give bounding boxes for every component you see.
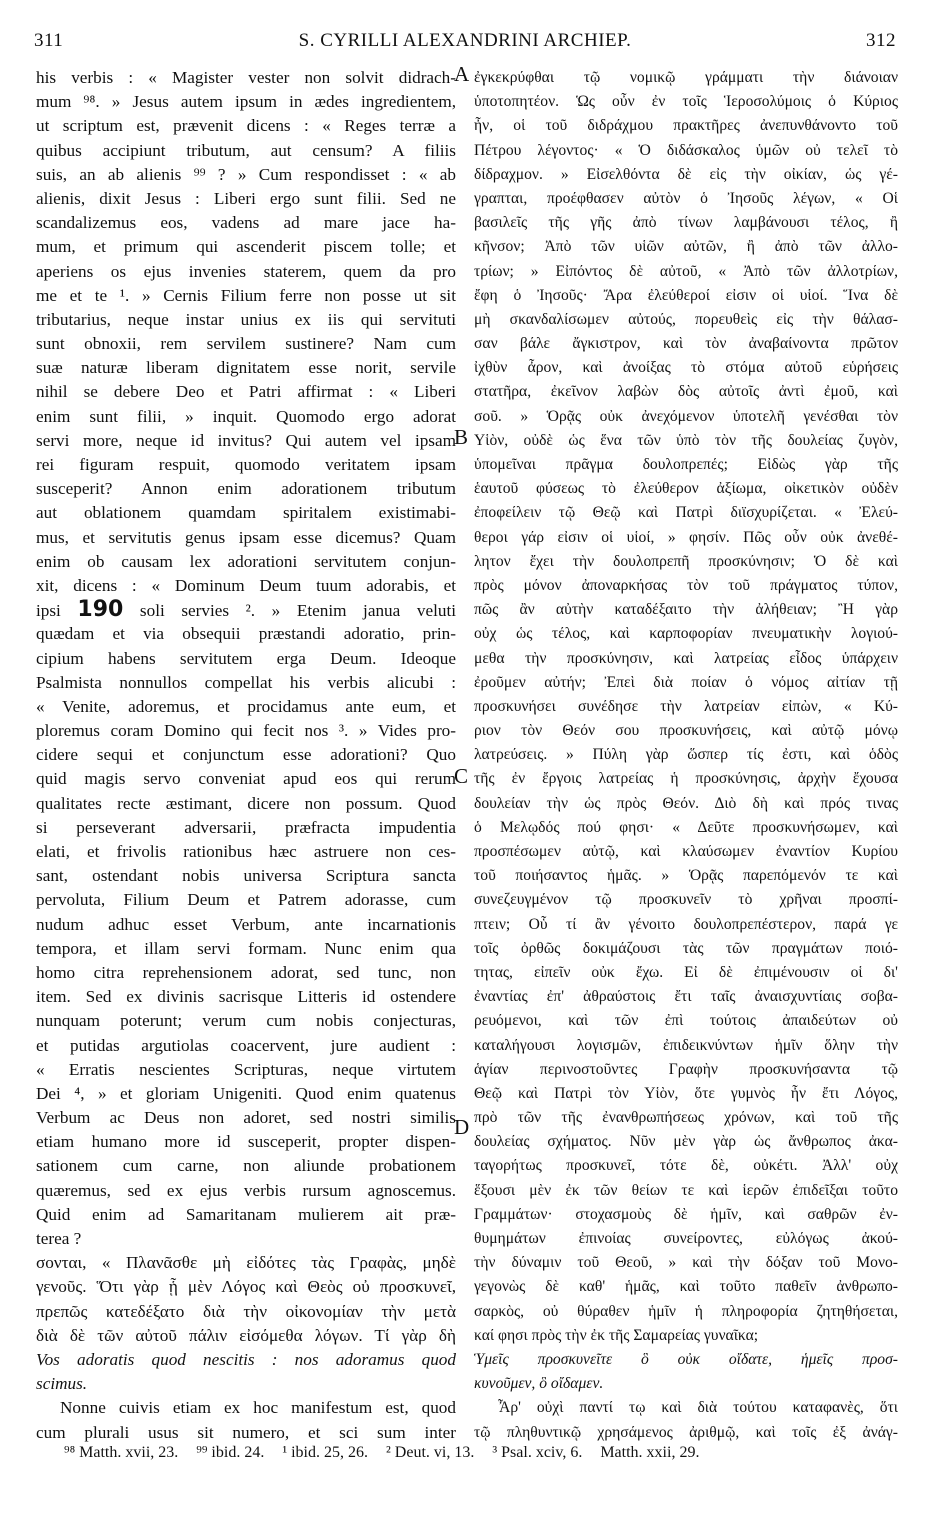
greek-text-line: δίδραχμον. » Εἰσελθόντα δὲ εἰς τὴν οἰκίαν, ὡς γέ- (474, 165, 898, 183)
latin-text-line: et putidas argutiolas coacervent, jure audient : (36, 1035, 456, 1055)
latin-text-line: servi more, neque id invitus? Qui autem vel ipsam (36, 430, 456, 450)
greek-text-line: ταγορήτως προσκυνεῖ, τότε δὲ, οὐκέτι. Ἀλλ' οὐχ (474, 1157, 898, 1175)
footnote: ³ Psal. xciv, 6. (492, 1444, 583, 1461)
latin-text-line: « Erratis nescientes Scripturas, neque virtutem (36, 1059, 456, 1079)
margin-letter-a: A (454, 62, 470, 86)
greek-text-line: σαν βάλε ἄγκιστρον, καὶ τὸν ἀναβαίνοντα πρῶτον (474, 335, 898, 353)
latin-text-line: nunquam poterunt; verum cum nobis conjecturas, (36, 1011, 456, 1031)
greek-text-line: δουλείαν τὴν ὡς πρὸς Θεόν. Διὸ δὴ καὶ πρός τινας (474, 794, 898, 812)
margin-letter-d: D (454, 1115, 470, 1139)
page-header (34, 30, 896, 56)
greek-text-line: πτειν; Οὗ τί ἂν γένοιτο δουλοπρεπέστερον, παρά γε (474, 915, 898, 933)
greek-text-line: μεθα τὴν προσκύνησιν, καὶ λατρείας εἶδος ὑπάρχειν (474, 649, 898, 667)
greek-text-line: καί φησι πρὸς τὴν ἐκ τῆς Σαμαρείας γυναῖκα; (474, 1326, 759, 1344)
greek-text-line: γεγονὼς δὲ καθ' ἡμᾶς, καὶ τοῦτο παθεῖν ἀνθρωπο- (474, 1278, 898, 1296)
latin-text-line: Verbum ac Deus non adoret, sed nostri similis (36, 1108, 456, 1128)
latin-text-line: enim sunt filii, » inquit. Quomodo ergo adorat (36, 406, 456, 426)
latin-text-line: elati, et frivolis rationibus hæc astruere non ces- (36, 842, 456, 861)
latin-text-line (36, 598, 456, 622)
greek-text-line: ὁ Μελῳδός πού φησι· « Δεῦτε προσκυνήσωμεν, καὶ (474, 818, 898, 836)
latin-column-greek-line: διὰ δὲ τῶν αὐτοῦ πάλιν εἰσόμεθα λόγων. Τί γὰρ δὴ (36, 1325, 456, 1345)
latin-text-line: mus, et servitutis genus ipsam esse dicemus? Quam (36, 527, 456, 547)
footnotes (64, 1444, 904, 1462)
greek-text-line: καταλήγουσι λογισμῶν, ἐπιδεικνύντων ἡμῖν ὅλην τὴν (474, 1036, 898, 1054)
greek-text-line: ἰχθὺν ἆρον, καὶ ἀνοίξας τὸ στόμα αὐτοῦ εὑρήσεις (474, 359, 898, 377)
greek-text-line: ἁγίαν περινοστοῦντες Γραφὴν προσκυνήσαντα τῷ (474, 1060, 898, 1078)
greek-text-line: τρίων; » Εἰπόντος δὲ αὐτοῦ, « Ἀπὸ τῶν ἀλλοτρίων, (474, 262, 898, 280)
greek-text-line: Θεῷ καὶ Πατρὶ τὸν Υἱὸν, ὅτε γυμνὸς ἦν ἔτι Λόγος, (474, 1084, 898, 1102)
latin-text-fragment: ipsi (36, 601, 78, 621)
greek-text-line: Γραμμάτων· στοχασμοὺς δὲ ἡμῖν, καὶ σαθρῶν ἐν- (474, 1205, 898, 1223)
latin-text-line: etiam humano more id susceperit, propter dispen- (36, 1132, 456, 1152)
greek-text-line: Υἱὸν, οὐδὲ ὡς ἕνα τῶν ὑπὸ τὸν τῆς δουλείας ζυγὸν, (474, 431, 898, 449)
latin-text-line: si perseverant adversarii, præfracta impudentia (36, 817, 456, 837)
greek-text-line: συνεζευγμένον τῷ προσκυνεῖν τὸ χρῆναι προσπί- (474, 891, 898, 909)
greek-text-line: ριον τὸν Θεόν σου προσκυνήσεις, καὶ αὐτῷ μόνῳ (474, 722, 898, 740)
greek-text-line: ὑποτοπητέον. Ὡς οὖν ἐν τοῖς Ἱεροσολύμοις ὁ Κύριος (474, 93, 898, 111)
footnote: ¹ ibid. 25, 26. (282, 1444, 368, 1461)
latin-text-line: quæremus, sed ex ejus verbis rursum agnoscemus. (36, 1180, 456, 1200)
greek-text-line: θυμημάτων ἐπινοίας συνείροντες, εὐλόγως ἀκού- (474, 1230, 898, 1247)
latin-text-line: homo citra reprehensionem adorat, sed tunc, non (36, 962, 456, 982)
greek-text-line: ἕξουσι μὲν ἐκ τῶν θείων τε καὶ ἱερῶν ἐπιδεῖξαι τοῦτο (474, 1181, 898, 1199)
latin-text-line: enim ob causam lex adorationi servitutem conjun- (36, 551, 456, 571)
greek-text-line: ἑαυτοῦ φύσεως τὸ ἐλεύθερον ἀξίωμα, οἰκετικὸν οὐδὲν (474, 480, 898, 498)
latin-text-line: item. Sed ex divinis sacrisque Litteris id ostendere (36, 987, 456, 1007)
column-marker: 190 (77, 597, 124, 623)
latin-text-line: quibus accipiunt tributum, aut censum? A filiis (36, 140, 456, 160)
latin-text-line: aut oblationem quamdam spiritalem existimabi- (36, 503, 456, 523)
greek-text-line: τητας, εἰπεῖν οὐκ ἔχω. Εἰ δὲ ἐπιμένουσιν οἱ δι' (474, 963, 898, 981)
greek-text-line: οὐχ ὡς τέλος, καὶ καρποφορίαν πνευματικὴν λογιού- (474, 625, 898, 643)
greek-text-line: ἦν, οἱ τοῦ διδράχμου πρακτῆρες ἀνεπυνθάνοντο τοῦ (474, 117, 898, 135)
greek-text-line: τῷ πληθυντικῷ χρησάμενος ἀριθμῷ, καὶ τοῖς ἐξ ἀνάγ- (474, 1423, 898, 1441)
margin-letter-c: C (454, 764, 469, 788)
latin-text-line: his verbis : « Magister vester non solvit didrach- (36, 68, 456, 87)
greek-text-line: στατῆρα, ἐκεῖνον λαβὼν δὸς αὐτοῖς ἀντὶ ἐμοῦ, καὶ (474, 383, 898, 401)
latin-text-line: quædam et via obsequii præstandi adoratio, prin- (36, 624, 456, 644)
latin-text-line: nihil se debere Deo et Patri affirmat : « Liberi (36, 382, 456, 402)
latin-text-line: suis, an ab alienis ⁹⁹ ? » Cum respondisset : « ab (36, 164, 456, 184)
greek-text-line: προσκυνήσει συνέδησε τὴν λατρείαν εἰπὼν, « Κύ- (474, 697, 898, 715)
greek-text-line: θεροι γάρ εἰσιν οἱ υἱοί, » φησίν. Πῶς οὖν οὐκ ἀνεθέ- (474, 528, 898, 546)
latin-text-line: aperiens os ejus invenies staterem, quem da pro (36, 261, 456, 281)
latin-text-line: sunt obnoxii, rem servilem sustinere? Nam cum (36, 334, 456, 354)
greek-text-line: πῶς ἂν αὐτὴν καταδέξαιτο τὴν ἀλήθειαν; Ἢ γὰρ (474, 601, 898, 619)
greek-text-line: ἐποφείλειν τῷ Θεῷ καὶ Πατρὶ διϊσχυρίζεται. « Ἐλεύ- (474, 504, 898, 522)
latin-text-line: cipium habens servitutem erga Deum. Ideoque (36, 648, 456, 668)
latin-column-greek-line: γενοῦς. Ὅτι γὰρ ᾗ μὲν Λόγος καὶ Θεὸς οὐ προσκυνεῖ, (36, 1277, 456, 1297)
greek-quote-line: κυνοῦμεν, ὃ οἴδαμεν. (474, 1375, 604, 1393)
latin-text-fragment: soli servies ². » Etenim janua veluti (123, 601, 456, 621)
latin-text-line: cidere sequi et conjunctum esse adorationi? Quo (36, 745, 456, 765)
latin-text-line: susceperit? Annon enim adorationem tributum (36, 479, 456, 499)
latin-text-line: Dei ⁴, » et gloriam Unigeniti. Quod enim quatenus (36, 1083, 456, 1103)
latin-text-line: terea ? (36, 1229, 82, 1248)
latin-text-line: quid magis servo conveniat apud eos qui rerum (36, 769, 456, 789)
greek-text-line: πρὸ τῶν τῆς ἐνανθρωπήσεως χρόνων, καὶ τοῦ τῆς (474, 1109, 898, 1127)
greek-text-line: βασιλεῖς τῆς γῆς ἀπὸ τίνων λαμβάνουσι τέλος, ἢ (474, 214, 898, 232)
latin-text-line: me et te ¹. » Cernis Filium ferre non posse ut sit (36, 285, 456, 305)
greek-text-line: ρευόμενοι, καὶ τῶν ἐπὶ τούτοις ἀπαιδεύτων οὐ (474, 1012, 898, 1030)
latin-text-line: sationem cum carne, non aliunde probationem (36, 1156, 456, 1176)
greek-text-line: μὴ σκανδαλίσωμεν αὐτούς, πορευθεὶς εἰς τὴν θάλασ- (474, 310, 898, 328)
footnote: ⁹⁸ Matth. xvii, 23. (64, 1444, 179, 1461)
greek-text-line: ὑπομεῖναι πρᾶγμα δουλοπρεπές; Εἰδὼς γὰρ τῆς (474, 456, 898, 473)
footnote: ² Deut. vi, 13. (386, 1444, 475, 1461)
page-number-left: 311 (34, 30, 64, 51)
latin-text-line: nudum adhuc esset Verbum, ante incarnationis (36, 914, 456, 934)
latin-text-line: rei figuram respuit, quomodo veritatem ipsam (36, 455, 456, 474)
latin-text-line: mum, et primum qui ascenderit piscem tolle; et (36, 237, 456, 257)
margin-letter-b: B (454, 425, 469, 449)
running-title: S. CYRILLI ALEXANDRINI ARCHIEP. (298, 30, 632, 51)
latin-text-line: ploremus coram Domino qui fecit nos ³. » Vides pro- (36, 721, 456, 741)
greek-column (474, 66, 898, 1445)
latin-text-line: pervoluta, Filium Deum et Patrem adorasse, cum (36, 890, 456, 910)
latin-quote-line: scimus. (36, 1374, 88, 1394)
latin-text-line: « Venite, adoremus, et procidamus ante eum, et (36, 696, 456, 716)
latin-text-line: tributarius, neque instar unius ex iis qui servituti (36, 309, 456, 329)
greek-text-line: ἔφη ὁ Ἰησοῦς· Ἄρα ἐλεύθεροί εἰσιν οἱ υἱοί. Ἵνα δὲ (474, 286, 898, 304)
latin-column-greek-line: σονται, « Πλανᾶσθε μὴ εἰδότες τὰς Γραφὰς, μηδὲ (36, 1253, 456, 1273)
latin-text-line: Nonne cuivis etiam ex hoc manifestum est, quod (60, 1398, 456, 1418)
greek-text-line: σοῦ. » Ὁρᾷς οὐκ ἀνεχόμενον ὑποτελῆ γενέσθαι τὸν (474, 407, 898, 425)
greek-text-line: λατρεύσεις. » Πύλη γὰρ ὥσπερ τίς ἐστι, καὶ ὁδὸς (474, 746, 898, 764)
greek-text-line: κῆνσον; Ἀπὸ τῶν υἱῶν αὐτῶν, ἢ ἀπὸ τῶν ἀλλο- (474, 238, 898, 256)
greek-text-line: προσπέσωμεν αὐτῷ, καὶ κλαύσωμεν ἐναντίον Κυρίου (474, 843, 898, 860)
latin-text-line: sant, ostendant nobis universa Scriptura sancta (36, 866, 456, 886)
greek-text-line: Πέτρου λέγοντος· « Ὁ διδάσκαλος ὑμῶν οὐ τελεῖ τὸ (474, 141, 898, 159)
page-number-right: 312 (866, 30, 896, 51)
latin-text-line: ut scriptum est, prævenit dicens : « Reges terræ a (36, 116, 456, 136)
greek-text-line: τὴν δύναμιν τοῦ Θεοῦ, » καὶ τὴν δόξαν τοῦ Μονο- (474, 1254, 898, 1272)
latin-text-line: suæ naturæ liberam dignitatem esse norit, servile (36, 358, 456, 378)
greek-text-line: δουλείας σχήματος. Νῦν μὲν γὰρ ὡς ἄνθρωπος ἀκα- (474, 1133, 898, 1151)
greek-text-line: ἐροῦμεν αὐτήν; Ἐπεὶ διὰ ποίαν ὁ νόμος αἰτίαν τῇ (474, 673, 898, 691)
greek-text-line: ἐναντίας ἐπ' ἀθραύστοις ἔτι ταῖς ἀναισχυντίαις σοβα- (474, 988, 898, 1006)
latin-text-line: tempora, et illam servi formam. Nunc enim qua (36, 938, 456, 958)
greek-text-line: τοῖς ὀρθῶς δοκιμάζουσι τὰς τῶν πραγμάτων ποιό- (474, 939, 898, 957)
greek-quote-line: Ὑμεῖς προσκυνεῖτε ὃ οὐκ οἴδατε, ἡμεῖς προσ- (474, 1350, 898, 1368)
latin-text-line: scandalizemus eos, vadens ad mare jace ha- (36, 213, 456, 233)
greek-text-line: λητον ἔχει τὴν δουλοπρεπῆ προσκύνησιν; Ὁ δὲ καὶ (474, 552, 898, 570)
greek-text-line: ἐγκεκρύφθαι τῷ νομικῷ γράμματι τὴν διάνοιαν (474, 69, 898, 86)
greek-text-line: Ἆρ' οὐχὶ παντί τῳ καὶ διὰ τούτου καταφανὲς, ὅτι (498, 1399, 898, 1417)
latin-text-line: alienis, dixit Jesus : Liberi ergo sunt filii. Sed ne (36, 188, 456, 208)
latin-text-line: cum plurali usus sit numero, et sci sum inter (36, 1422, 456, 1442)
latin-text-line: mum ⁹⁸. » Jesus autem ipsum in ædes ingredientem, (36, 92, 456, 112)
greek-text-line: γραπται, προέφθασεν αὐτὸν ὁ Ἰησοῦς λέγων, « Οἱ (474, 189, 898, 207)
latin-text-line: Quid enim ad Samaritanam mulierem ait præ- (36, 1204, 456, 1224)
latin-quote-line: Vos adoratis quod nescitis : nos adoramus quod (36, 1349, 456, 1369)
footnote: Matth. xxii, 29. (600, 1444, 700, 1461)
latin-text-line: xit, dicens : « Dominum Deum tuum adorabis, et (36, 575, 456, 595)
footnote: ⁹⁹ ibid. 24. (196, 1444, 265, 1461)
latin-text-line: Psalmista nonnullos compellat his verbis alicubi : (36, 672, 456, 692)
latin-column-greek-line: πρεπῶς κατεδέξατο διὰ τὴν οἰκονομίαν τὴν μετὰ (36, 1301, 456, 1321)
greek-text-line: πρὸς μόνον ἀποναρκήσας τὸν τοῦ πράγματος τύπον, (474, 576, 898, 594)
latin-text-line: qualitates recte æstimant, dicere non possum. Quod (36, 793, 456, 813)
greek-text-line: τοῦ ποιήσαντος ἡμᾶς. » Ὁρᾷς παρεπόμενόν τε καὶ (474, 867, 898, 885)
latin-column (36, 66, 456, 1445)
greek-text-line: τῆς ἐν ἔργοις λατρείας ἡ προσκύνησις, ἀρχὴν ἔχουσα (474, 770, 898, 788)
greek-text-line: σαρκὸς, οὐ θύραθεν ἡμῖν ἡ πληροφορία ζητηθήσεται, (474, 1302, 898, 1320)
